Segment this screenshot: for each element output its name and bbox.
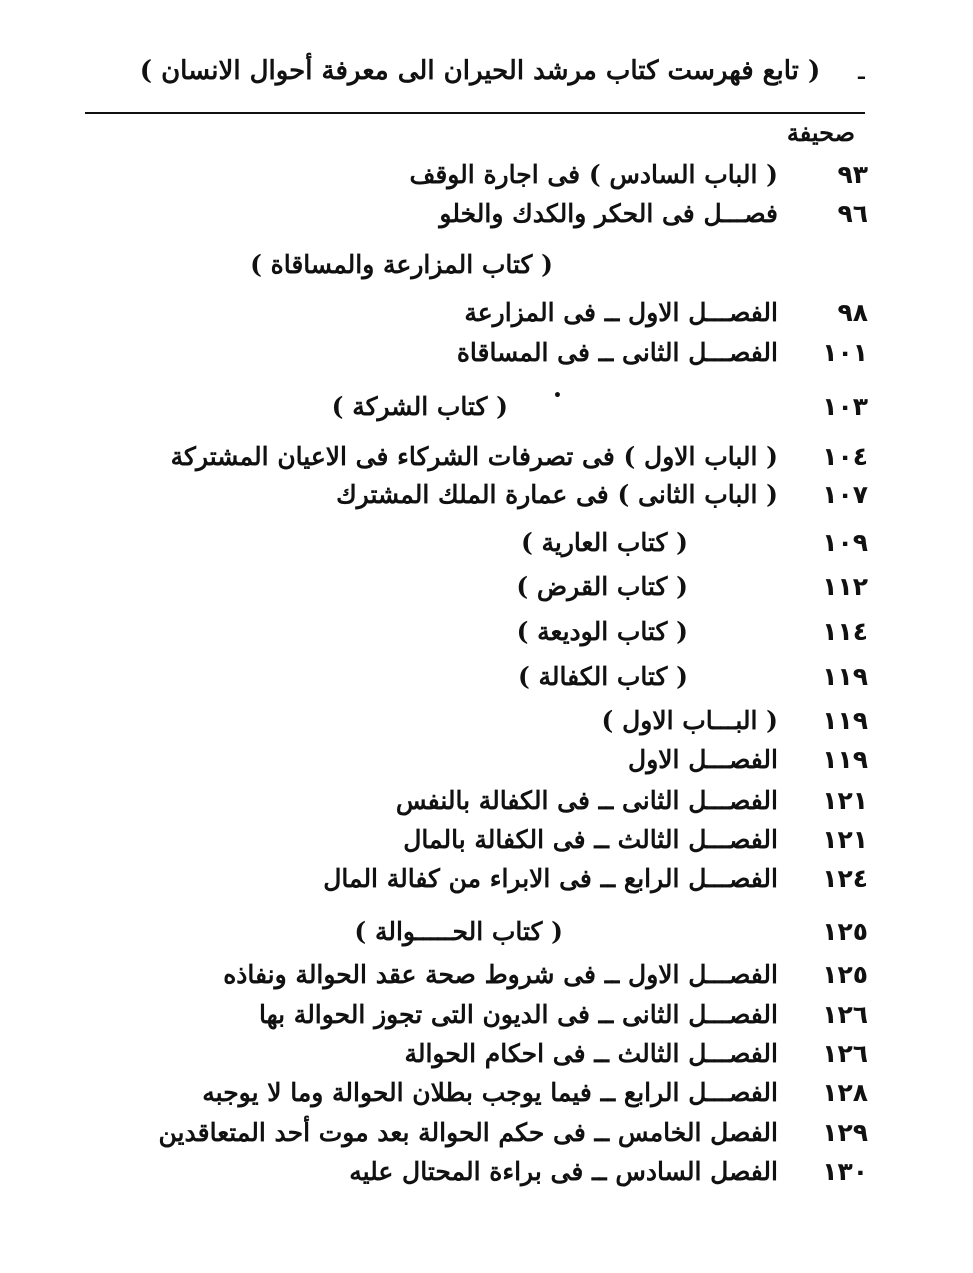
page-number: ١٢٤	[822, 864, 868, 893]
page-number: ١١٢	[822, 572, 868, 601]
entry-title: فصـــل فى الحكر والكدك والخلو	[439, 199, 778, 228]
entry-title: الفصـــل الثانى ــ فى الديون التى تجوز الحوالة بها	[258, 1000, 778, 1029]
page-number: ١٠٧	[822, 480, 868, 509]
index-entry	[0, 917, 973, 955]
page-number: ٩٦	[837, 199, 868, 228]
entry-title: الفصـــل الاول	[628, 745, 778, 774]
entry-title: الفصـــل الاول ــ فى شروط صحة عقد الحوالة ونفاذه	[223, 960, 778, 989]
book-heading: ( كتاب الحـــــوالة )	[354, 917, 563, 946]
index-entry	[0, 250, 973, 288]
entry-title: الفصـــل الرابع ــ فيما يوجب بطلان الحوالة وما لا يوجبه	[202, 1078, 778, 1107]
header-mark: ـ	[858, 60, 865, 84]
index-entry	[0, 1078, 973, 1116]
page-number: ١٢٨	[822, 1078, 868, 1107]
page-number: ١١٩	[822, 706, 868, 735]
stray-mark: •	[553, 388, 562, 404]
index-entry	[0, 960, 973, 998]
page-number: ٩٨	[837, 298, 868, 327]
index-entry	[0, 745, 973, 783]
entry-title: الفصل الخامس ــ فى حكم الحوالة بعد موت أحد المتعاقدين	[158, 1118, 778, 1147]
entry-title: الفصـــل الرابع ــ فى الابراء من كفالة المال	[323, 864, 778, 893]
page-number: ١٣٠	[822, 1157, 868, 1186]
book-heading: ( كتاب المزارعة والمساقاة )	[250, 250, 553, 279]
index-entry	[0, 786, 973, 824]
page-number: ١١٤	[822, 617, 868, 646]
index-entry	[0, 442, 973, 480]
entry-title: الفصـــل الثانى ــ فى المساقاة	[456, 338, 778, 367]
page-number: ١٢١	[822, 825, 868, 854]
index-entry	[0, 1039, 973, 1077]
page-header: ( تابع فهرست كتاب مرشد الحيران الى معرفة أحوال الانسان )	[139, 56, 821, 86]
page-number: ١٢٦	[822, 1000, 868, 1029]
index-entry	[0, 392, 973, 430]
index-entry	[0, 199, 973, 237]
entry-title: ( الباب السادس ) فى اجارة الوقف	[409, 160, 778, 189]
entry-title: الفصـــل الثانى ــ فى الكفالة بالنفس	[395, 786, 778, 815]
index-entry	[0, 662, 973, 700]
index-entry	[0, 160, 973, 198]
page-number: ١٢١	[822, 786, 868, 815]
entry-title: الفصـــل الثالث ــ فى الكفالة بالمال	[403, 825, 778, 854]
book-heading: ( كتاب الكفالة )	[517, 662, 688, 691]
page-number: ١٢٦	[822, 1039, 868, 1068]
book-heading: ( كتاب الشركة )	[331, 392, 508, 421]
book-heading: ( كتاب الوديعة )	[516, 617, 688, 646]
index-entry	[0, 1000, 973, 1038]
page-number: ٩٣	[837, 160, 868, 189]
page-number: ١٠٤	[822, 442, 868, 471]
entry-title: ( البـــاب الاول )	[601, 706, 778, 735]
book-heading: ( كتاب العارية )	[520, 528, 688, 557]
entry-title: ( الباب الاول ) فى تصرفات الشركاء فى الاعيان المشتركة	[170, 442, 778, 471]
index-entry	[0, 864, 973, 902]
index-entry	[0, 480, 973, 518]
index-entry	[0, 572, 973, 610]
index-entry	[0, 1118, 973, 1156]
index-entry	[0, 825, 973, 863]
entry-title: الفصـــل الثالث ــ فى احكام الحوالة	[404, 1039, 778, 1068]
header-rule	[85, 112, 865, 114]
page-number: ١٠١	[822, 338, 868, 367]
index-entry	[0, 298, 973, 336]
page-column-label: صحيفة	[786, 118, 855, 147]
index-entry	[0, 617, 973, 655]
page-number: ١١٩	[822, 662, 868, 691]
index-entry	[0, 706, 973, 744]
entry-title: الفصـــل الاول ــ فى المزارعة	[464, 298, 778, 327]
page-number: ١٢٩	[822, 1118, 868, 1147]
page-number: ١٢٥	[822, 917, 868, 946]
book-heading: ( كتاب القرض )	[516, 572, 688, 601]
index-entry	[0, 338, 973, 376]
index-entry	[0, 528, 973, 566]
page-number: ١٠٩	[822, 528, 868, 557]
page-number: ١٠٣	[822, 392, 868, 421]
entry-title: الفصل السادس ــ فى براءة المحتال عليه	[349, 1157, 778, 1186]
index-entry	[0, 1157, 973, 1195]
entry-title: ( الباب الثانى ) فى عمارة الملك المشترك	[336, 480, 778, 509]
page-number: ١٢٥	[822, 960, 868, 989]
page-number: ١١٩	[822, 745, 868, 774]
